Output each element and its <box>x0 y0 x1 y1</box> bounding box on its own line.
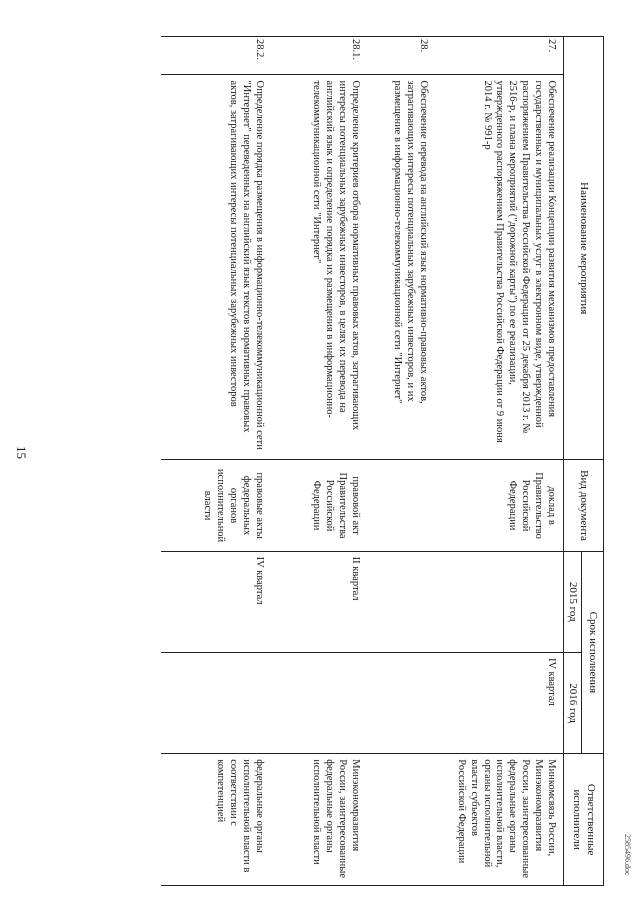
row-number: 28.1. <box>271 37 367 75</box>
row-number: 28. <box>367 37 435 75</box>
header-executors: Ответственные исполнители <box>563 754 603 886</box>
row-number: 27. <box>435 37 564 75</box>
page-number: 15 <box>14 446 29 459</box>
row-doc-type: правовой акт Правительства Российской Федерации <box>271 460 367 551</box>
row-doc-type: доклад в Правительство Российской Федерации <box>435 460 564 551</box>
row-name: Обеспечение перевода на английский язык нормативно-правовых актов, затрагивающих интересы потенциальных зарубежных инвесторов, и их размещение в информационно-телекоммуникационной сети "Интернет" <box>367 75 435 460</box>
row-2016 <box>161 652 271 753</box>
row-2015: II квартал <box>271 551 367 652</box>
row-executors: федеральные органы исполнительной власти в соответствии с компетенцией <box>161 754 271 886</box>
table-row <box>161 37 271 886</box>
header-name: Наименование мероприятия <box>563 37 603 460</box>
header-doc-type: Вид документа <box>563 460 603 551</box>
row-2016: IV квартал <box>435 652 564 753</box>
document-code: 2585496.doc <box>623 834 632 876</box>
row-2015 <box>435 551 564 652</box>
row-2015: IV квартал <box>161 551 271 652</box>
row-2015 <box>367 551 435 652</box>
header-term: Срок исполнения <box>582 551 604 754</box>
row-executors <box>367 754 435 886</box>
row-2016 <box>367 652 435 753</box>
row-doc-type <box>367 460 435 551</box>
row-executors: Минэкономразвития России, заинтересованные федеральные органы исполнительной власти <box>271 754 367 886</box>
row-executors: Минкомсвязь России, Минэкономразвития России, заинтересованные федеральные органы исполнительной власти, органы исполнительной власти субъектов Российской Федерации <box>435 754 564 886</box>
row-name: Определение критериев отбора нормативных правовых актов, затрагивающих интересы потенциальных зарубежных инвесторов, в целях их перевода на английский язык и определение порядка их размещения в информационно-телекоммуникационной сети "Интернет" <box>271 75 367 460</box>
header-2016: 2016 год <box>563 652 581 753</box>
row-number: 28.2. <box>161 37 271 75</box>
table-row <box>271 37 367 886</box>
row-name: Определение порядка размещения в информационно-телекоммуникационной сети "Интернет" переведенных на английский язык текстов нормативных правовых актов, затрагивающих интересы потенциальных зарубежных инвесторов <box>161 75 271 460</box>
row-name: Обеспечение реализации Концепции развития механизмов предоставления государственных и муниципальных услуг в электронном виде, утвержденной распоряжением Правительства Российской Федерации от 25 декабря 2013 г. № 2516-р, и плана мероприятий ("дорожной карты") по ее реализации, утвержденного распоряжением Правительства Российской Федерации от 9 июня 2014 г. № 991-р <box>435 75 564 460</box>
row-doc-type: правовые акты федеральных органов исполнительной власти <box>161 460 271 551</box>
row-2016 <box>271 652 367 753</box>
measures-table <box>161 36 604 886</box>
header-2015: 2015 год <box>563 551 581 652</box>
table-row <box>367 37 435 886</box>
table-row <box>435 37 564 886</box>
